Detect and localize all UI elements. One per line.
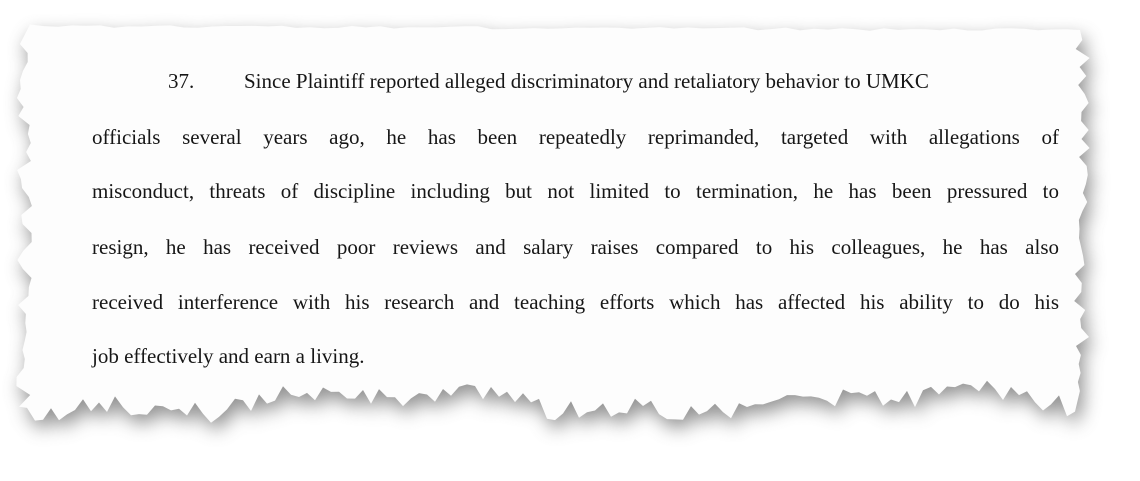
paragraph-line-6: job effectively and earn a living. [92, 344, 365, 368]
paragraph-line-2: officials several years ago, he has been repeatedly reprimanded, targeted with allegations of [92, 125, 1059, 149]
paragraph-line-1: Since Plaintiff reported alleged discriminatory and retaliatory behavior to UMKC [244, 69, 929, 93]
paragraph-line-4: resign, he has received poor reviews and salary raises compared to his colleagues, he has also [92, 235, 1059, 259]
paragraph-number: 37. [168, 69, 195, 93]
paragraph-line-5: received interference with his research and teaching efforts which has affected his ability to do his [92, 290, 1059, 314]
paragraph-line-3: misconduct, threats of discipline including but not limited to termination, he has been pressured to [92, 179, 1059, 203]
